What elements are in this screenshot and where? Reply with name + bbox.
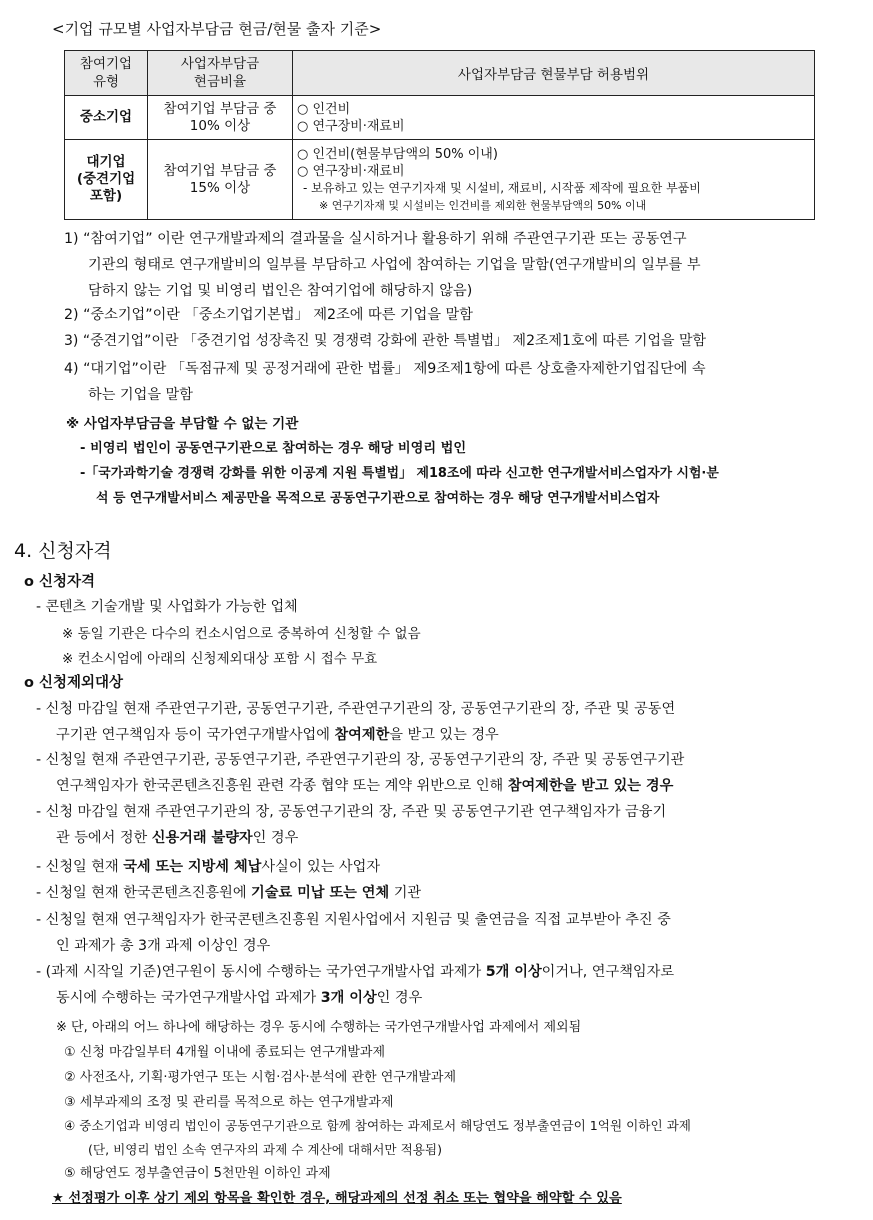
warn-title: ※ 사업자부담금을 부담할 수 없는 기관 [66,416,299,432]
row-sme-scope: ○ 인건비 ○ 연구장비·재료비 [293,96,815,140]
row-large-ratio: 참여기업 부담금 중 15% 이상 [148,140,293,220]
note-1: 1) “참여기업” 이란 연구개발과제의 결과물을 실시하거나 활용하기 위해 주관연구기관 또는 공동연구 기관의 형태로 연구개발비의 일부를 부담하고 사업에 참여하는 기업을 말함(연구개발비의 일부를 부 담하지 않는 기업 및 비영리 법인은 참여기업에 해당하지 않음) [64,231,701,299]
row-large-scope: ○ 인건비(현물부담액의 50% 이내) ○ 연구장비·재료비 - 보유하고 있는 연구기자재 및 시설비, 재료비, 시작품 제작에 필요한 부품비 ※ 연구기자재 및 시설비는 인건비를 제외한 현물부담액의 50% 이내 [293,140,815,220]
header-type: 참여기업 유형 [65,51,148,96]
sub-exclusions: o 신청제외대상 [24,675,124,691]
row-sme-ratio: 참여기업 부담금 중 10% 이상 [148,96,293,140]
exclusion-1: - 신청 마감일 현재 주관연구기관, 공동연구기관, 주관연구기관의 장, 공동연구기관의 장, 주관 및 공동연 구기관 연구책임자 등이 국가연구개발사업에 참여제한을 받고 있는 경우 [36,701,676,743]
note-3: 3) “중견기업”이란 「중견기업 성장촉진 및 경쟁력 강화에 관한 특별법」 제2조제1호에 따른 기업을 말함 [64,333,707,349]
contribution-table [64,50,815,220]
note-4: 4) “대기업”이란 「독점규제 및 공정거래에 관한 법률」 제9조제1항에 따른 상호출자제한기업집단에 속 하는 기업을 말함 [64,361,706,403]
exclusion-2: - 신청일 현재 주관연구기관, 공동연구기관, 주관연구기관의 장, 공동연구기관의 장, 주관 및 공동연구기관 연구책임자가 한국콘텐츠진흥원 관련 각종 협약 또는 계약 위반으로 인해 참여제한을 받고 있는 경우 [36,752,685,794]
exclusion-6: - 신청일 현재 연구책임자가 한국콘텐츠진흥원 지원사업에서 지원금 및 출연금을 직접 교부받아 추진 중 인 과제가 총 3개 과제 이상인 경우 [36,912,671,954]
exclusion-7-note: ※ 단, 아래의 어느 하나에 해당하는 경우 동시에 수행하는 국가연구개발사업 과제에서 제외됨 [56,1020,582,1035]
exclusion-3: - 신청 마감일 현재 주관연구기관의 장, 공동연구기관의 장, 주관 및 공동연구기관 연구책임자가 금융기 관 등에서 정한 신용거래 불량자인 경우 [36,804,667,846]
condition-3: ③ 세부과제의 조정 및 관리를 목적으로 하는 연구개발과제 [64,1095,394,1110]
row-large-type: 대기업 (중견기업 포함) [65,140,148,220]
header-scope: 사업자부담금 현물부담 허용범위 [293,51,815,96]
condition-5: ⑤ 해당연도 정부출연금이 5천만원 이하인 과제 [64,1166,331,1181]
warn-item-2: -「국가과학기술 경쟁력 강화를 위한 이공계 지원 특별법」 제18조에 따라 신고한 연구개발서비스업자가 시험·분 석 등 연구개발서비스 제공만을 목적으로 공동연구기관으로 참여하는 경우 해당 연구개발서비스업자 [80,466,719,506]
condition-4: ④ 중소기업과 비영리 법인이 공동연구기관으로 함께 참여하는 과제로서 해당연도 정부출연금이 1억원 이하인 과제 (단, 비영리 법인 소속 연구자의 과제 수 계산에 대해서만 적용됨) [64,1118,691,1157]
condition-1: ① 신청 마감일부터 4개월 이내에 종료되는 연구개발과제 [64,1045,385,1060]
row-sme-type: 중소기업 [65,96,148,140]
header-ratio: 사업자부담금 현금비율 [148,51,293,96]
eligibility-item: - 콘텐츠 기술개발 및 사업화가 가능한 업체 [36,599,298,615]
sub-eligibility: o 신청자격 [24,574,96,590]
table-caption: <기업 규모별 사업자부담금 현금/현물 출자 기준> [52,20,382,38]
note-2: 2) “중소기업”이란 「중소기업기본법」 제2조에 따른 기업을 말함 [64,307,473,323]
final-notice: ★ 선정평가 이후 상기 제외 항목을 확인한 경우, 해당과제의 선정 취소 또는 협약을 해약할 수 있음 [52,1191,622,1206]
warn-item-1: - 비영리 법인이 공동연구기관으로 참여하는 경우 해당 비영리 법인 [80,441,467,456]
exclusion-5: - 신청일 현재 한국콘텐츠진흥원에 기술료 미납 또는 연체 기관 [36,885,422,901]
condition-2: ② 사전조사, 기획·평가연구 또는 시험·검사·분석에 관한 연구개발과제 [64,1070,457,1085]
eligibility-note-2: ※ 컨소시엄에 아래의 신청제외대상 포함 시 접수 무효 [62,651,378,667]
section-title: 4. 신청자격 [14,540,112,562]
eligibility-note-1: ※ 동일 기관은 다수의 컨소시엄으로 중복하여 신청할 수 없음 [62,626,421,642]
exclusion-4: - 신청일 현재 국세 또는 지방세 체납사실이 있는 사업자 [36,859,381,875]
exclusion-7: - (과제 시작일 기준)연구원이 동시에 수행하는 국가연구개발사업 과제가 5개 이상이거나, 연구책임자로 동시에 수행하는 국가연구개발사업 과제가 3개 이상인 경우 [36,964,675,1006]
